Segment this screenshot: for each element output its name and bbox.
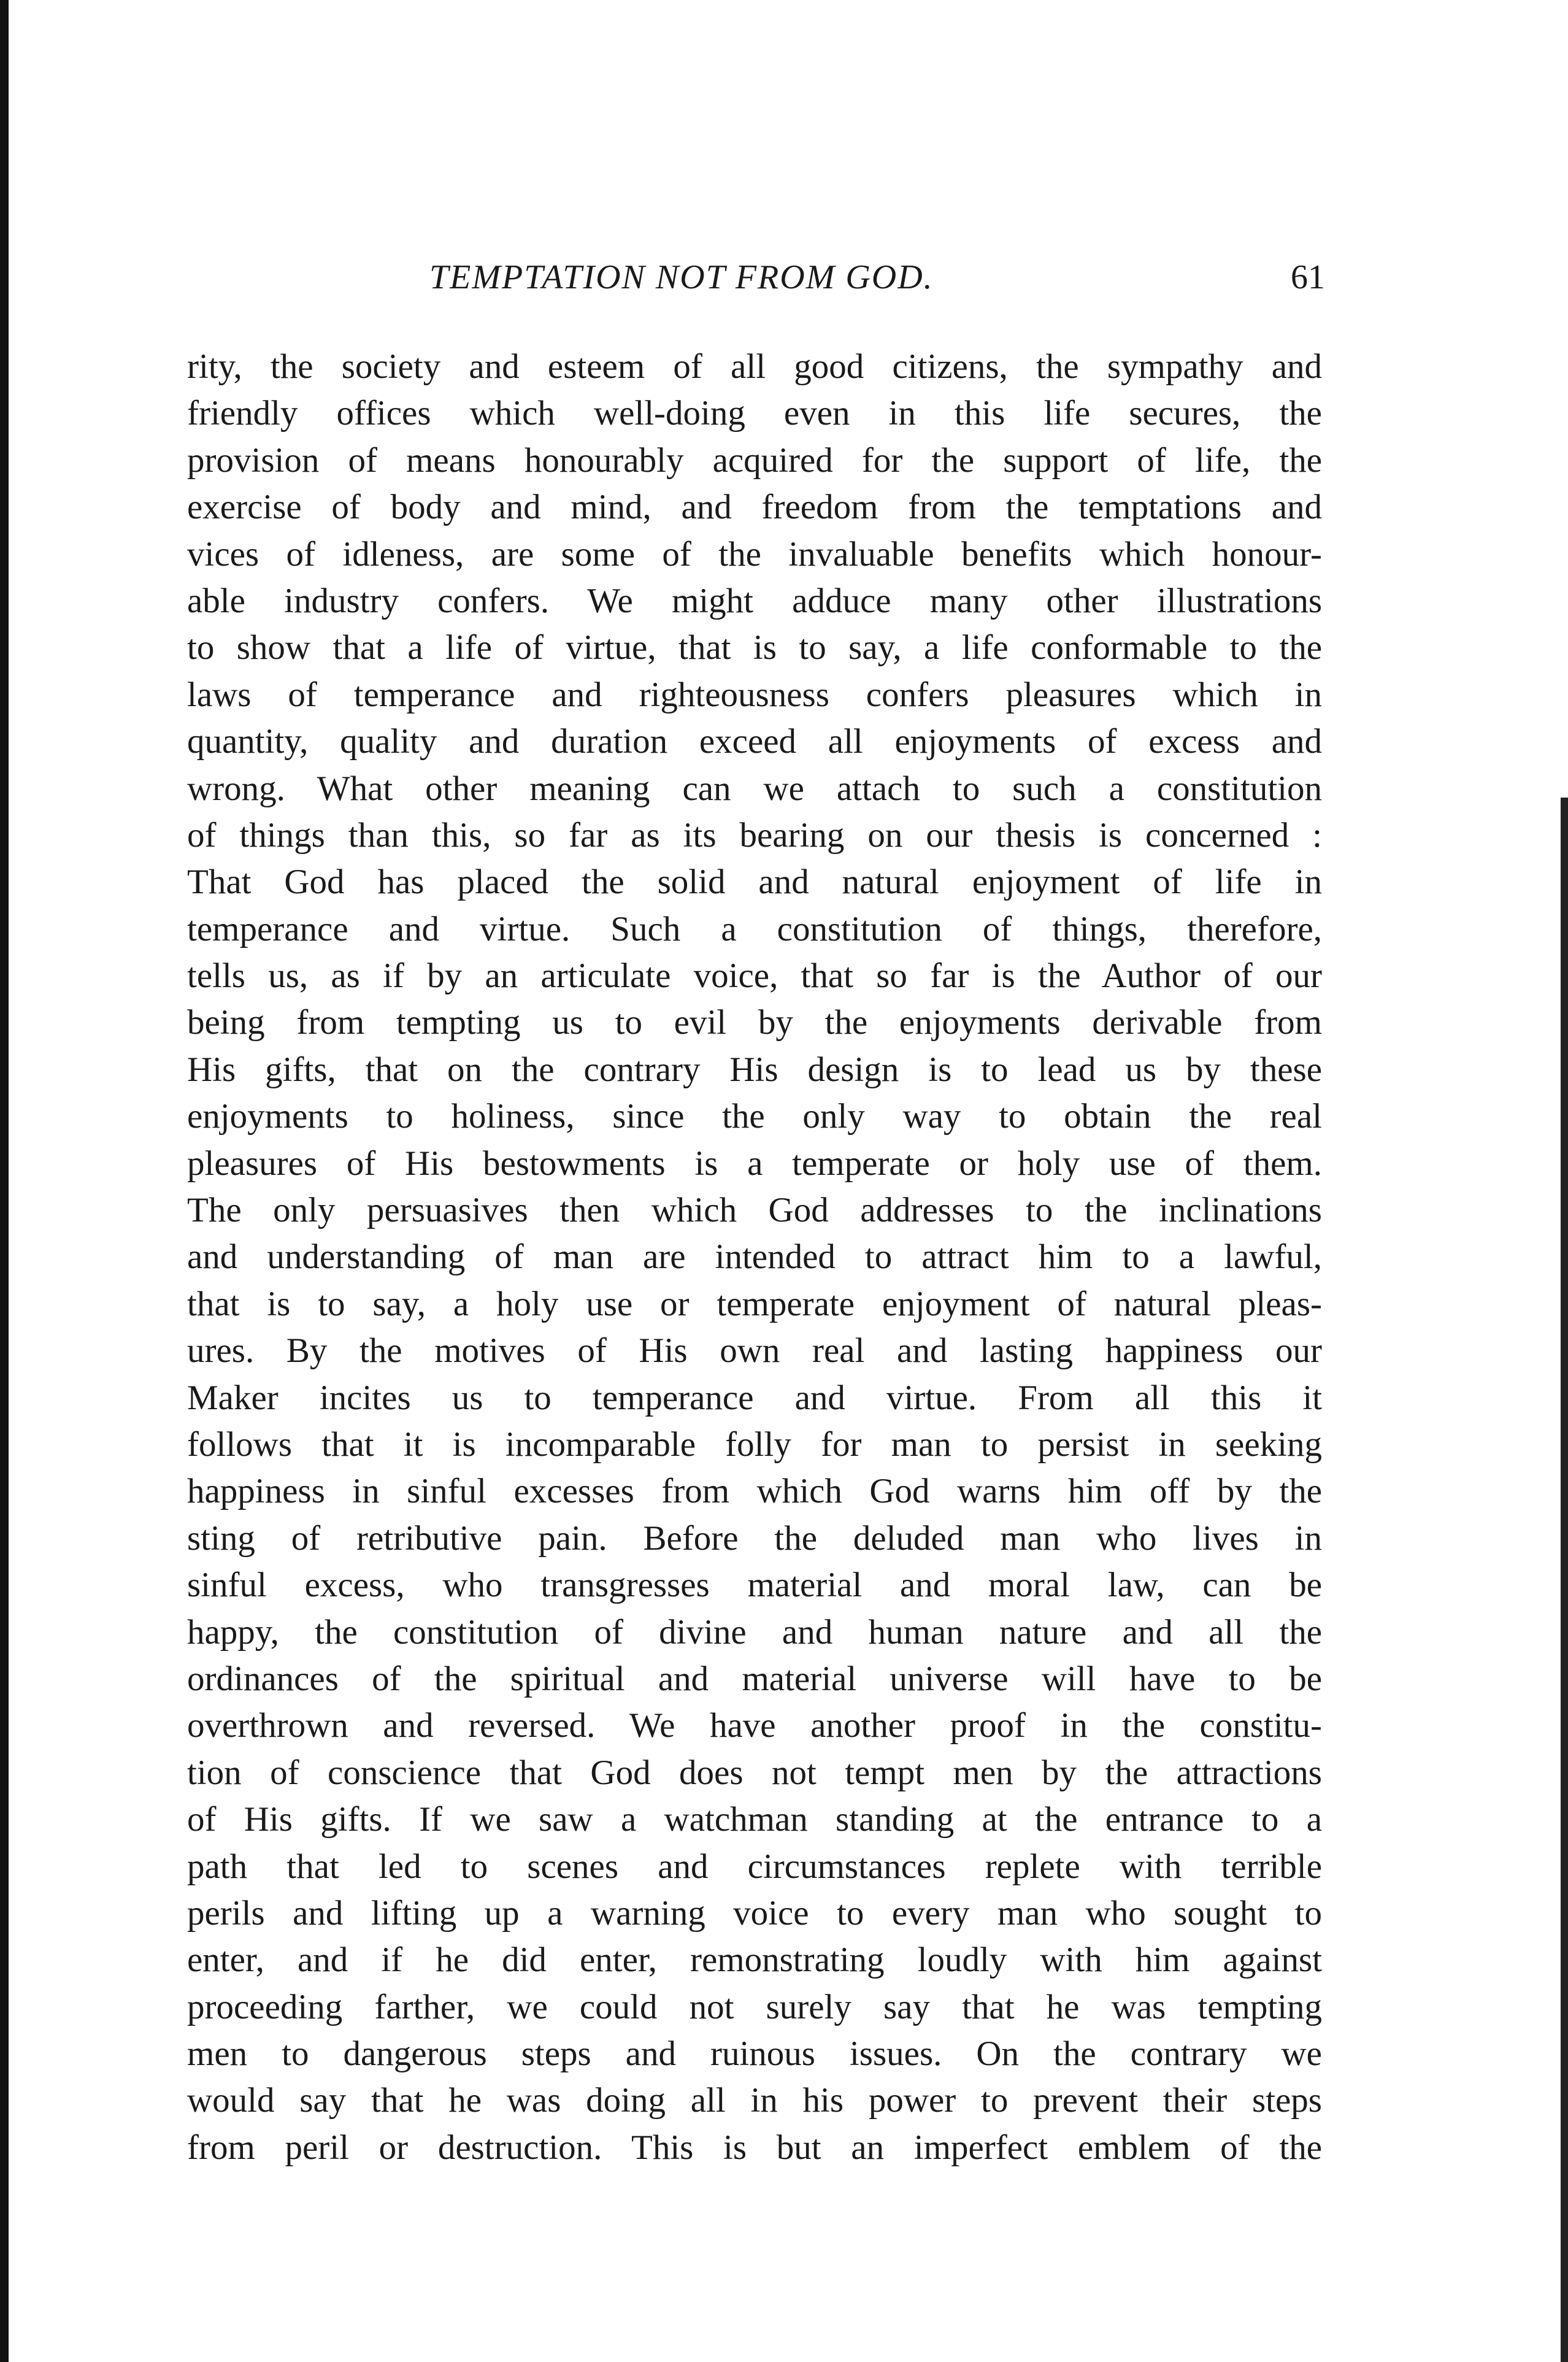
text-line: friendly offices which well-doing even in this life secures, the (187, 394, 1322, 433)
text-line: happy, the constitution of divine and human nature and all the (187, 1612, 1322, 1652)
text-line: tion of conscience that God does not tempt men by the attractions (187, 1753, 1322, 1792)
text-line: proceeding farther, we could not surely say that he was tempting (187, 1987, 1322, 2026)
text-line: and understanding of man are intended to attract him to a lawful, (187, 1237, 1322, 1277)
page-header (209, 258, 1325, 313)
text-line: that is to say, a holy use or temperate enjoyment of natural pleas- (187, 1284, 1322, 1323)
text-line: provision of means honourably acquired for the support of life, the (187, 440, 1322, 480)
body-text (187, 344, 1322, 2171)
text-line: perils and lifting up a warning voice to every man who sought to (187, 1893, 1322, 1933)
text-line: exercise of body and mind, and freedom from the temptations and (187, 488, 1322, 527)
text-line: able industry confers. We might adduce many other illustrations (187, 581, 1322, 620)
running-head: TEMPTATION NOT FROM GOD. (429, 258, 934, 296)
text-line: laws of temperance and righteousness confers pleasures which in (187, 675, 1322, 714)
text-line: sinful excess, who transgresses material and moral law, can be (187, 1566, 1322, 1605)
text-line: His gifts, that on the contrary His design is to lead us by these (187, 1050, 1322, 1089)
text-line: follows that it is incomparable folly for man to persist in seeking (187, 1425, 1322, 1464)
text-line: ures. By the motives of His own real and lasting happiness our (187, 1331, 1322, 1371)
text-line: The only persuasives then which God addresses to the inclinations (187, 1191, 1322, 1230)
page-number: 61 (1291, 258, 1325, 296)
text-line: That God has placed the solid and natural enjoyment of life in (187, 863, 1322, 902)
text-line: temperance and virtue. Such a constitution of things, therefore, (187, 909, 1322, 948)
text-line: would say that he was doing all in his power to prevent their steps (187, 2081, 1322, 2120)
text-line: quantity, quality and duration exceed all enjoyments of excess and (187, 722, 1322, 761)
scan-edge-left (0, 0, 9, 2362)
text-line: overthrown and reversed. We have another proof in the constitu- (187, 1706, 1322, 1745)
text-line: enter, and if he did enter, remonstrating loudly with him against (187, 1941, 1322, 1980)
text-line: pleasures of His bestowments is a temperate or holy use of them. (187, 1144, 1322, 1183)
text-line: from peril or destruction. This is but an imperfect emblem of the (187, 2128, 1322, 2167)
scan-edge-right (1561, 798, 1568, 2362)
text-line: wrong. What other meaning can we attach to such a constitution (187, 769, 1322, 808)
text-line: path that led to scenes and circumstances replete with terrible (187, 1847, 1322, 1886)
text-line: being from tempting us to evil by the enjoyments derivable from (187, 1003, 1322, 1042)
text-line: Maker incites us to temperance and virtue. From all this it (187, 1378, 1322, 1417)
text-line: sting of retributive pain. Before the deluded man who lives in (187, 1518, 1322, 1558)
text-line: rity, the society and esteem of all good citizens, the sympathy and (187, 347, 1322, 386)
text-line: of His gifts. If we saw a watchman standing at the entrance to a (187, 1800, 1322, 1839)
text-line: ordinances of the spiritual and material universe will have to be (187, 1659, 1322, 1698)
text-line: enjoyments to holiness, since the only way to obtain the real (187, 1097, 1322, 1136)
text-line: men to dangerous steps and ruinous issues. On the contrary we (187, 2034, 1322, 2074)
text-line: of things than this, so far as its bearing on our thesis is concerned : (187, 815, 1322, 855)
text-line: to show that a life of virtue, that is to say, a life conformable to the (187, 628, 1322, 667)
text-line: tells us, as if by an articulate voice, that so far is the Author of our (187, 956, 1322, 996)
text-line: happiness in sinful excesses from which God warns him off by the (187, 1472, 1322, 1511)
text-line: vices of idleness, are some of the invaluable benefits which honour- (187, 534, 1322, 574)
